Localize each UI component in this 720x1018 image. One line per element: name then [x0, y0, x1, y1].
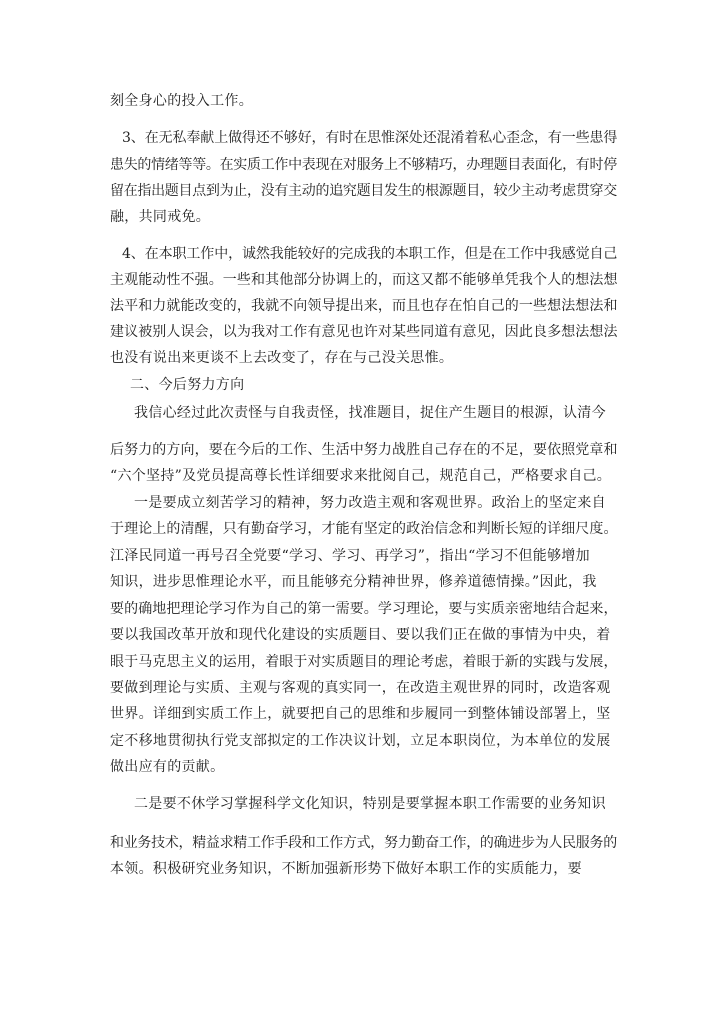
text-line: 江泽民同道一再号召全党要“学习、学习、再学习”，指出“学习不但能够增加	[110, 548, 590, 564]
text-line: 法平和力就能改变的，我就不向领导提出来，而且也存在怕自己的一些想法想法和	[110, 298, 618, 314]
text-line: 也没有说出来更谈不上去改变了，存在与己没关思惟。	[110, 350, 454, 366]
text-line: 定不移地贯彻执行党支部拟定的工作决议计划，立足本职岗位，为本单位的发展	[110, 733, 611, 749]
text-line: 和业务技术，精益求精工作手段和工作方式，努力勤奋工作，的确进步为人民服务的	[110, 835, 617, 851]
text-line: 建议被别人误会，以为我对工作有意见也许对某些同道有意见，因此良多想法想法	[110, 324, 618, 340]
text-line: 融，共同戒免。	[110, 209, 211, 225]
text-line: 世界。详细到实质工作上，就要把自己的思维和步履同一到整体铺设部署上，坚	[110, 706, 611, 722]
text-line: 知识，进步思惟理论水平，而且能够充分精神世界，修养道德情操。”因此，我	[110, 574, 597, 590]
section-heading: 二、今后努力方向	[130, 377, 245, 393]
text-line: 二是要不休学习掌握科学文化知识，特别是要掌握本职工作需要的业务知识	[134, 796, 606, 812]
text-line: 于理论上的清醒，只有勤奋学习，才能有坚定的政治信念和判断长短的详细尺度。	[110, 521, 618, 537]
text-line: 4、在本职工作中，诚然我能较好的完成我的本职工作，但是在工作中我感觉自己	[122, 246, 618, 262]
text-line: 要以我国改革开放和现代化建设的实质题目、要以我们正在做的事情为中央，着	[110, 627, 611, 643]
text-line: 后努力的方向，要在今后的工作、生活中努力战胜自己存在的不足，要依照党章和	[110, 442, 618, 458]
text-line: 主观能动性不强。一些和其他部分协调上的，而这又都不能够单凭我个人的想法想	[110, 272, 618, 288]
text-line: 要做到理论与实质、主观与客观的真实同一，在改造主观世界的同时，改造客观	[110, 680, 611, 696]
text-line: 要的确地把理论学习作为自己的第一需要。学习理论，要与实质亲密地结合起来，	[110, 601, 618, 617]
text-line: 做出应有的贡献。	[110, 759, 225, 775]
text-line: 眼于马克思主义的运用，着眼于对实质题目的理论考虑，着眼于新的实践与发展，	[110, 654, 618, 670]
text-line: 我信心经过此次责怪与自我责怪，找准题目，捉住产生题目的根源，认清今	[134, 405, 606, 421]
text-line: 刻全身心的投入工作。	[110, 93, 253, 109]
text-line: 本领。积极研究业务知识，不断加强新形势下做好本职工作的实质能力，要	[110, 861, 582, 877]
text-line: 留在指出题目点到为止，没有主动的追究题目发生的根源题目，较少主动考虑贯穿交	[110, 183, 617, 199]
text-line: “六个坚持”及党员提高尊长性详细要求来批阅自己，规范自己，严格要求自己。	[110, 468, 612, 484]
text-line: 患失的情绪等等。在实质工作中表现在对服务上不够精巧，办理题目表面化，有时停	[110, 157, 617, 173]
text-line: 3、在无私奉献上做得还不够好，有时在思惟深处还混淆着私心歪念，有一些患得	[122, 130, 618, 146]
text-line: 一是要成立刻苦学习的精神，努力改造主观和客观世界。政治上的坚定来自	[134, 495, 606, 511]
